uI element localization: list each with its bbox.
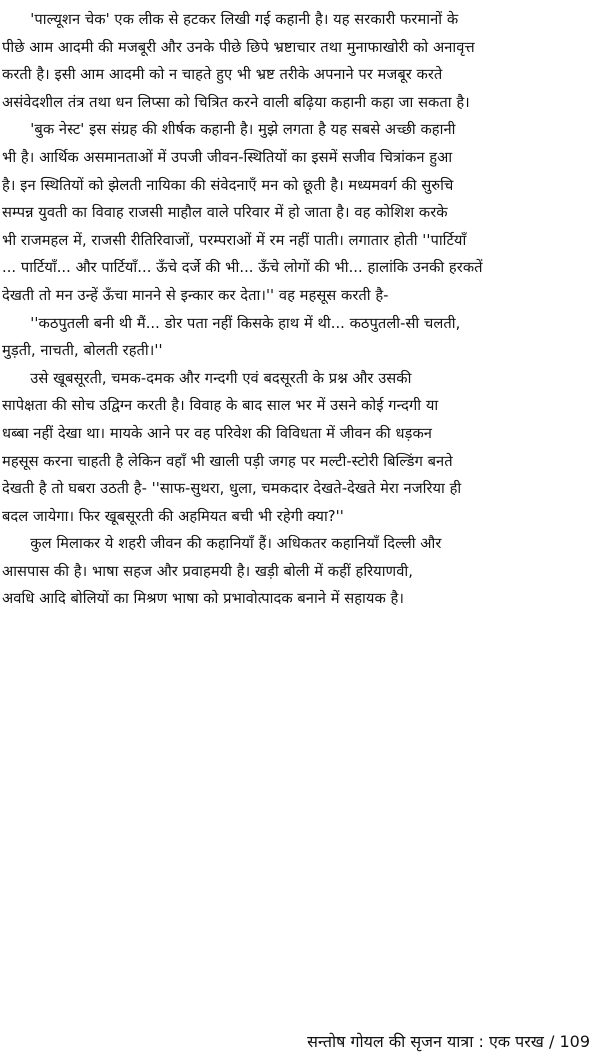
text-line: करती है। इसी आम आदमी को न चाहते हुए भी भ्रष्ट तरीके अपनाने पर मजबूर करते [2,66,443,84]
text-line: ... पार्टियाँ... और पार्टियाँ... ऊँचे दर्जे की भी... ऊँचे लोगों की भी... हालांकि उनकी हरकतें [2,259,483,277]
text-line: ''कठपुतली बनी थी मैं... डोर पता नहीं किसके हाथ में थी... कठपुतली-सी चलती, [2,314,461,332]
text-line: कुल मिलाकर ये शहरी जीवन की कहानियाँ हैं। अधिकतर कहानियाँ दिल्ली और [2,535,442,553]
page-footer: सन्तोष गोयल की सृजन यात्रा : एक परख / 109 [307,1032,590,1051]
text-line: उसे खूबसूरती, चमक-दमक और गन्दगी एवं बदसूरती के प्रश्न और उसकी [2,369,412,387]
text-line: भी है। आर्थिक असमानताओं में उपजी जीवन-स्थितियों का इसमें सजीव चित्रांकन हुआ [2,148,453,166]
text-line: असंवेदशील तंत्र तथा धन लिप्सा को चित्रित करने वाली बढ़िया कहानी कहा जा सकता है। [2,93,470,111]
text-line: 'बुक नेस्ट' इस संग्रह की शीर्षक कहानी है। मुझे लगता है यह सबसे अच्छी कहानी [2,121,456,139]
text-line: आसपास की है। भाषा सहज और प्रवाहमयी है। खड़ी बोली में कहीं हरियाणवी, [2,562,413,580]
text-line: देखती तो मन उन्हें ऊँचा मानने से इन्कार कर देता।'' वह महसूस करती है- [2,286,389,304]
text-line: अवधि आदि बोलियों का मिश्रण भाषा को प्रभावोत्पादक बनाने में सहायक है। [2,590,404,608]
text-line: सापेक्षता की सोच उद्विग्न करती है। विवाह के बाद साल भर में उसने कोई गन्दगी या [2,397,439,415]
text-line: पीछे आम आदमी की मजबूरी और उनके पीछे छिपे भ्रष्टाचार तथा मुनाफाखोरी को अनावृत्त [2,38,475,56]
text-line: सम्पन्न युवती का विवाह राजसी माहौल वाले परिवार में हो जाता है। वह कोशिश करके [2,204,448,222]
text-line: महसूस करना चाहती है लेकिन वहाँ भी खाली पड़ी जगह पर मल्टी-स्टोरी बिल्डिंग बनते [2,452,453,470]
text-line: धब्बा नहीं देखा था। मायके आने पर वह परिवेश की विविधता में जीवन की धड़कन [2,424,432,442]
body-text [2,6,594,613]
text-line: भी राजमहल में, राजसी रीतिरिवाजों, परम्पराओं में रम नहीं पाती। लगातार होती ''पार्टियाँ [2,231,467,249]
text-line: बदल जायेगा। फिर खूबसूरती की अहमियत बची भी रहेगी क्या?'' [2,507,344,525]
text-line: 'पाल्यूशन चेक' एक लीक से हटकर लिखी गई कहानी है। यह सरकारी फरमानों के [2,11,459,28]
text-line: मुड़ती, नाचती, बोलती रहती।'' [2,342,163,360]
text-line: देखती है तो घबरा उठती है- ''साफ-सुथरा, धुला, चमकदार देखते-देखते मेरा नजरिया ही [2,480,462,498]
text-line: है। इन स्थितियों को झेलती नायिका की संवेदनाएँ मन को छूती है। मध्यमवर्ग की सुरुचि [2,176,454,194]
